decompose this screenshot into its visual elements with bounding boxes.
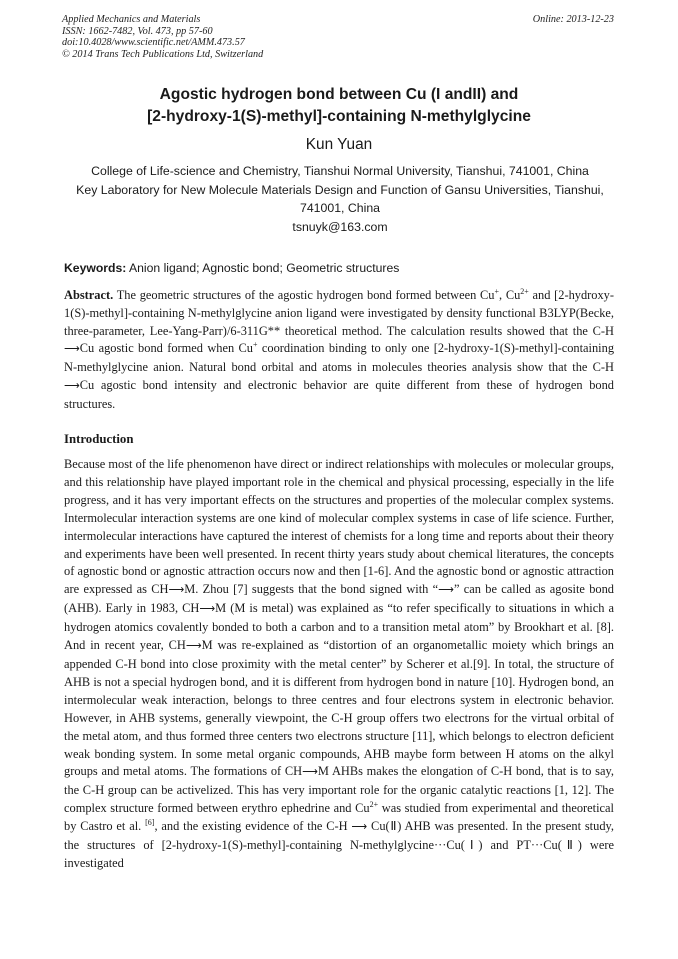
body-text: M was re-explained as “distortion of an organometallic moiety which brings an appended C-H bond into close proximity with the metal center” by Scherer et al.[9]. In total, the structure of AHB is not a special hydrogen bond, and it is different from hydrogen bond in nature [10]. Hydrogen bond, an intermolecular weak interaction, belongs to three centres and four electrons system in electronic behavior. However, in AHB systems, generally viewpoint, the C-H group offers two electrons for the virtual orbital of the metal atom, and thus formed three centers two electrons structure [11], which belongs to electron deficient weak bonding system. In some metal organic compounds, AHB maybe form between H atoms on the alkyl groups and metal atoms. The formations of CH [64, 638, 615, 779]
citation-superscript: [6] [145, 818, 155, 827]
affiliation-line-1: College of Life-science and Chemistry, Tianshui Normal University, Tianshui, 741001, China [91, 164, 589, 178]
abstract-text: coordination binding to only one [2-hydroxy-1(S)-methyl]-containing N-methylglycine anion. Natural bond orbital and atoms in molecules theories analysis show that the C-H [64, 341, 615, 375]
arrow-icon: ⟶ [199, 603, 216, 616]
abstract-text: , Cu [499, 288, 521, 302]
arrow-icon: ⟶ [168, 584, 185, 597]
superscript: 2+ [520, 286, 529, 296]
body-text: was studied from experimental and theoretical by Castro et al. [64, 801, 614, 834]
arrow-icon: ⟶ [351, 821, 368, 834]
arrow-icon: ⟶ [64, 379, 80, 392]
abstract-text: and [2-hydroxy-1(S)-methyl]-containing N-methylglycine anion ligand were investigated by density functional B3LYP(Becke, three-parameter, Lee-Yang-Parr)/6-311G** theoretical method. The calculation results showed that the C-H [64, 288, 615, 338]
superscript: + [494, 286, 500, 296]
body-text: , and the existing evidence of the C-H [154, 819, 352, 834]
arrow-icon: ⟶ [185, 640, 202, 653]
body-text: Because most of the life phenomenon have direct or indirect relationships with molecules or molecular groups, and this relationship have played important role in the chemical and physical processing, especially in the life progress, and it has very important effects on the structures and properties of the molecular complex systems. Intermolecular interaction systems are one kind of molecular complex systems in case of life science. Further, intermolecular interactions have captured the interest of chemists for a long time and reports about their theory and experiments have been well presented. In recent thirty years study about chemical literatures, the concepts of agnostic bond or agnostic attraction occurs now and then [1-6]. And the agnostic bond or agnostic attraction are expressed as CH [64, 457, 614, 597]
affiliation-line-3: 741001, China [300, 201, 380, 215]
issn-line: ISSN: 1662-7482, Vol. 473, pp 57-60 [62, 25, 213, 37]
journal-name: Applied Mechanics and Materials [62, 14, 201, 25]
superscript: + [253, 340, 258, 350]
paper-title [0, 84, 678, 128]
abstract-label: Abstract. [64, 288, 114, 302]
arrow-icon: ⟶ [438, 584, 454, 597]
abstract-text: Cu agostic bond intensity and electronic behavior are quite different from these of hydrogen bond structures. [64, 377, 614, 411]
body-text: ” can be called as agosite bond (AHB). Early in 1983, CH [64, 582, 615, 616]
arrow-icon: ⟶ [64, 343, 80, 356]
section-heading-introduction: Introduction [64, 432, 134, 446]
title-line-1: Agostic hydrogen bond between Cu (I andII) and [159, 86, 519, 103]
keywords-text: Anion ligand; Agnostic bond; Geometric structures [126, 261, 400, 275]
abstract-text: Cu agostic bond formed when Cu [79, 341, 253, 356]
abstract-text: The geometric structures of the agostic hydrogen bond formed between Cu [113, 288, 495, 302]
body-text: M (M is metal) was explained as “to refer specifically to situations in which a hydrogen atomics covalently bonded to both a carbon and to a transition metal atom” by Brookhart et al. [8]. And in recent year, CH [64, 601, 614, 653]
arrow-icon: ⟶ [302, 766, 318, 779]
title-line-2: [2-hydroxy-1(S)-methyl]-containing N-methylglycine [147, 108, 531, 125]
affiliation-block [52, 162, 628, 236]
journal-header [62, 14, 263, 60]
body-text: Cu(Ⅱ) AHB was presented. In the present study, the structures of [2-hydroxy-1(S)-methyl]-containing N-methylglycine···Cu(Ⅰ) and PT···Cu(Ⅱ) were investigated [64, 819, 614, 870]
affiliation-line-2: Key Laboratory for New Molecule Materials Design and Function of Gansu Universities, Tianshui, [76, 182, 604, 197]
author-email: tsnuyk@163.com [292, 219, 388, 234]
introduction-paragraph [64, 456, 614, 873]
body-text: M. Zhou [7] suggests that the bond signed with “ [184, 582, 439, 597]
abstract [64, 287, 614, 414]
keywords [64, 261, 624, 275]
superscript: 2+ [369, 800, 379, 810]
author-name: Kun Yuan [305, 136, 373, 153]
keywords-label: Keywords: [64, 261, 127, 275]
online-date: Online: 2013-12-23 [532, 14, 614, 25]
copyright-line: © 2014 Trans Tech Publications Ltd, Switzerland [62, 48, 264, 60]
doi-line: doi:10.4028/www.scientific.net/AMM.473.57 [62, 37, 245, 49]
body-text: M AHBs makes the elongation of C-H bond, that is to say, the C-H group can be activelized. This has very important role for the organic catalytic reactions [1, 12]. The complex structure formed between erythro ephedrine and Cu [64, 764, 614, 816]
